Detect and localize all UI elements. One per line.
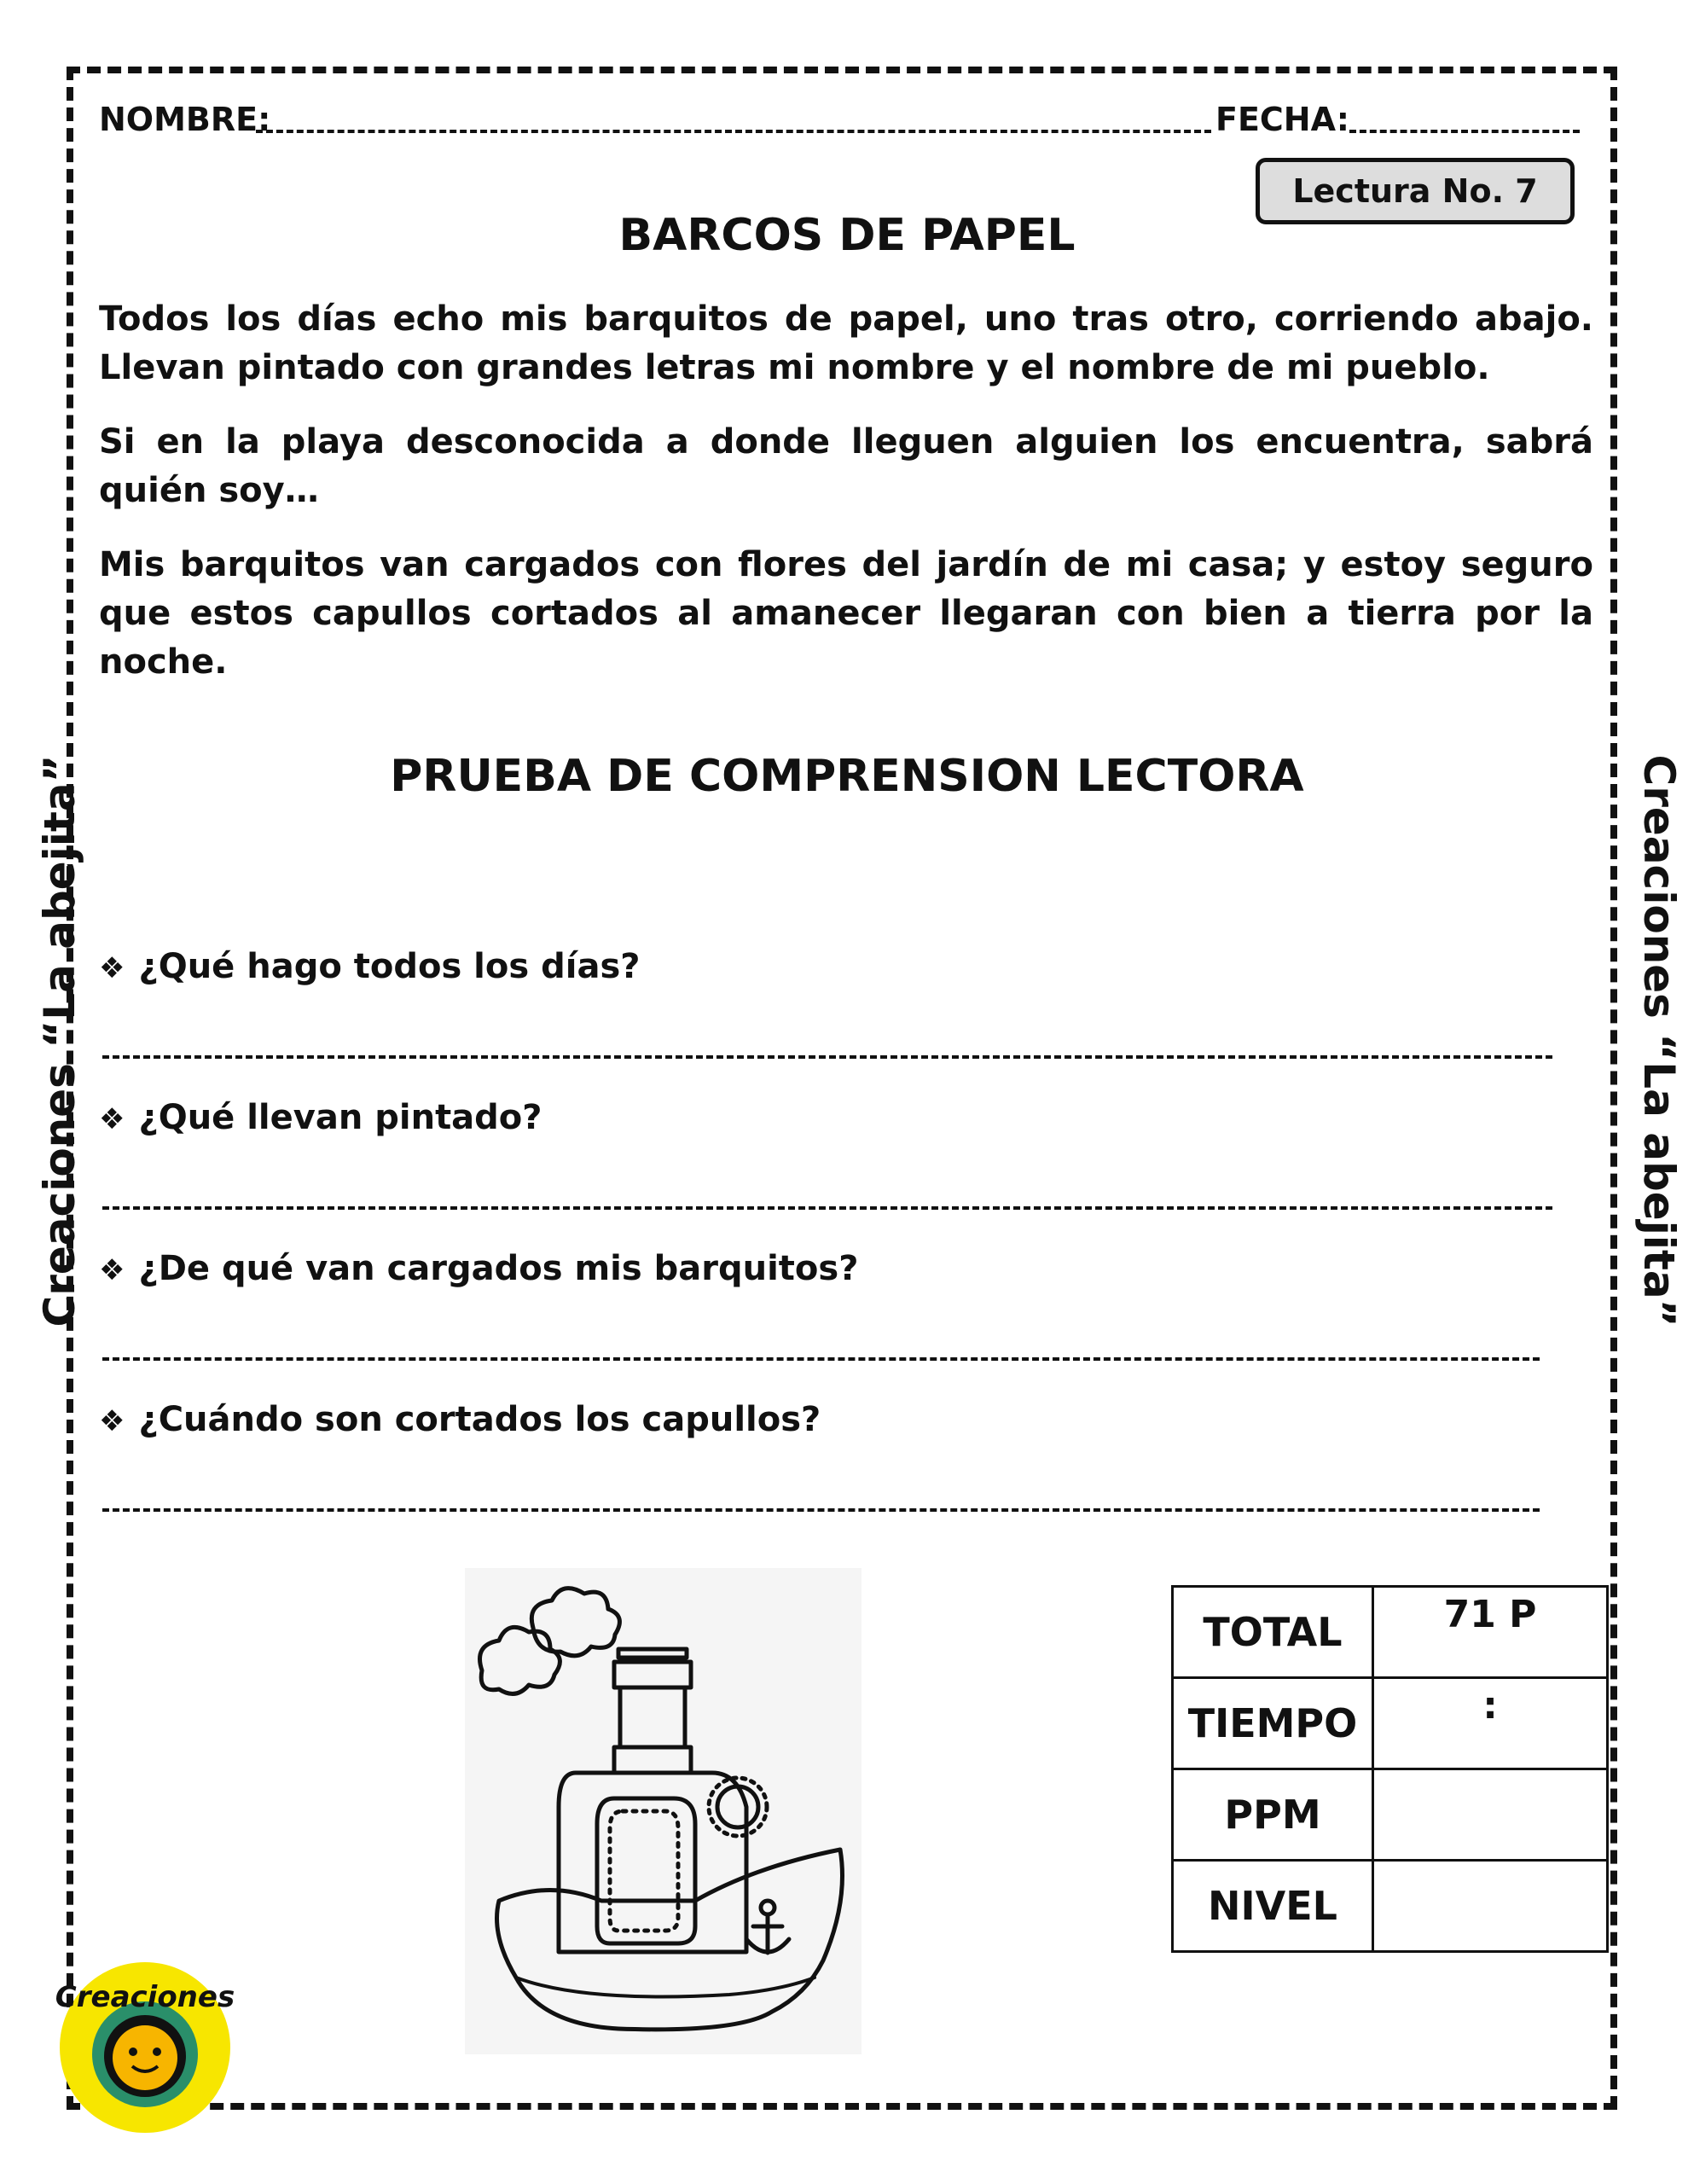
score-value[interactable] xyxy=(1373,1769,1608,1861)
diamond-bullet-icon: ❖ xyxy=(99,951,125,985)
score-value[interactable] xyxy=(1373,1861,1608,1952)
score-label: PPM xyxy=(1173,1769,1373,1861)
question xyxy=(99,1098,542,1137)
question xyxy=(99,1249,858,1288)
answer-line[interactable] xyxy=(102,1206,1552,1210)
test-title: PRUEBA DE COMPRENSION LECTORA xyxy=(390,751,1304,802)
question-text: ¿Cuándo son cortados los capullos? xyxy=(138,1400,821,1439)
answer-line[interactable] xyxy=(102,1055,1552,1059)
question xyxy=(99,947,640,986)
side-credit-right: Creaciones “La abejita” xyxy=(1634,754,1684,1327)
logo-text: Creaciones xyxy=(55,1980,235,2014)
diamond-bullet-icon: ❖ xyxy=(99,1253,125,1287)
lectura-badge: Lectura No. 7 xyxy=(1256,158,1575,224)
story-paragraph: Mis barquitos van cargados con flores del jardín de mi casa; y estoy seguro que estos capullos cortados al amanecer llegaran con bien a tierra por la noche. xyxy=(99,545,1593,682)
score-label: TOTAL xyxy=(1173,1587,1373,1678)
date-label: FECHA: xyxy=(1215,101,1349,138)
name-label: NOMBRE: xyxy=(99,101,271,138)
question-text: ¿De qué van cargados mis barquitos? xyxy=(138,1249,859,1288)
date-input-line[interactable] xyxy=(1349,130,1580,133)
diamond-bullet-icon: ❖ xyxy=(99,1404,125,1438)
steamboat-icon xyxy=(465,1568,862,2054)
score-value[interactable]: : xyxy=(1373,1678,1608,1769)
score-value[interactable]: 71 P xyxy=(1373,1587,1608,1678)
answer-line[interactable] xyxy=(102,1357,1540,1361)
score-table xyxy=(1171,1585,1609,1953)
score-label: TIEMPO xyxy=(1173,1678,1373,1769)
question-text: ¿Qué llevan pintado? xyxy=(138,1098,542,1137)
story-paragraph: Todos los días echo mis barquitos de papel, uno tras otro, corriendo abajo. Llevan pintado con grandes letras mi nombre y el nombre de mi pueblo. xyxy=(99,299,1593,387)
bee-logo xyxy=(51,1954,239,2141)
score-row xyxy=(1173,1678,1608,1769)
question xyxy=(99,1400,821,1439)
question-text: ¿Qué hago todos los días? xyxy=(138,947,641,986)
story-paragraph: Si en la playa desconocida a donde lleguen alguien los encuentra, sabrá quién soy… xyxy=(99,422,1593,510)
score-row xyxy=(1173,1587,1608,1678)
score-row xyxy=(1173,1769,1608,1861)
answer-line[interactable] xyxy=(102,1508,1540,1512)
score-label: NIVEL xyxy=(1173,1861,1373,1952)
score-row xyxy=(1173,1861,1608,1952)
story-title: BARCOS DE PAPEL xyxy=(618,210,1076,261)
diamond-bullet-icon: ❖ xyxy=(99,1102,125,1136)
side-credit-left: Creaciones “La abejita” xyxy=(35,754,84,1327)
name-input-line[interactable] xyxy=(256,130,1211,133)
